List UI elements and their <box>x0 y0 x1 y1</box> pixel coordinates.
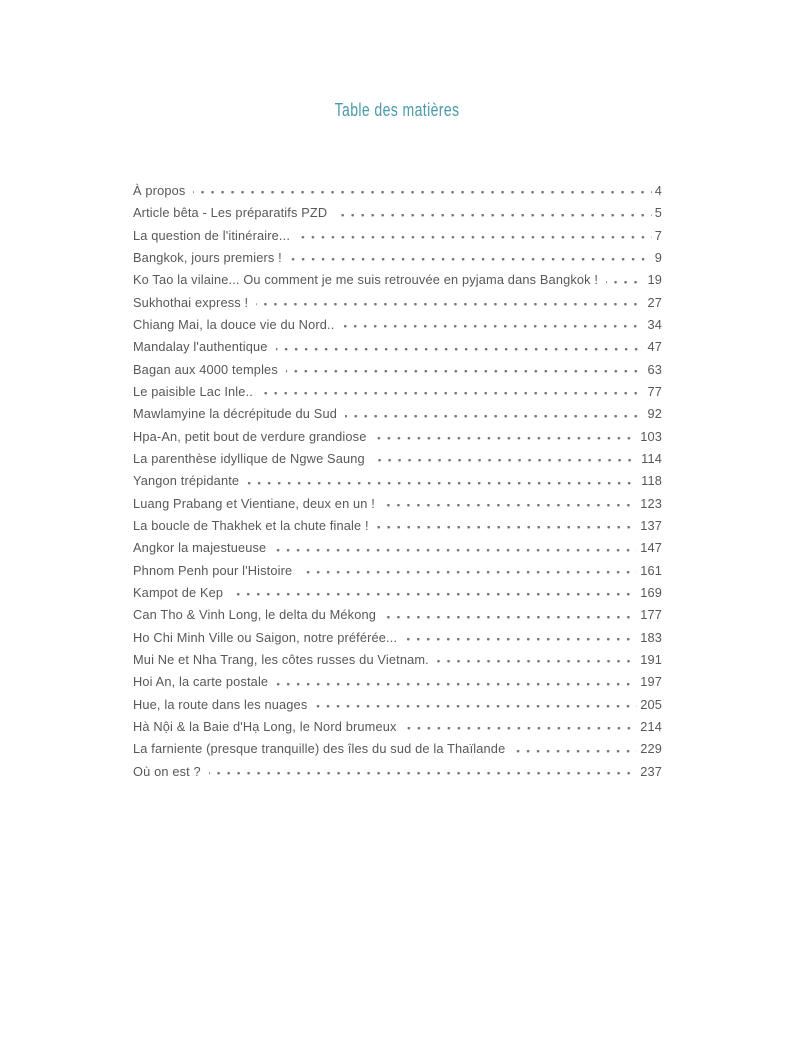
dot-leader <box>274 549 637 552</box>
toc-entry[interactable] <box>133 336 662 358</box>
toc-entry[interactable] <box>133 426 662 448</box>
toc-entry-page: 214 <box>640 718 662 734</box>
dot-leader <box>342 325 644 328</box>
toc-entry[interactable] <box>133 515 662 537</box>
toc-entry-page: 137 <box>640 517 662 533</box>
toc-entry[interactable] <box>133 448 662 470</box>
toc-entry-label: Luang Prabang et Vientiane, deux en un ! <box>133 495 375 511</box>
dot-leader <box>513 750 637 753</box>
toc-entry-label: Sukhothai express ! <box>133 294 249 310</box>
toc-entry-page: 47 <box>647 339 662 355</box>
toc-entry[interactable] <box>133 716 662 738</box>
dot-leader <box>405 638 637 641</box>
toc-entry-label: Yangon trépidante <box>133 473 240 489</box>
dot-leader <box>345 415 644 418</box>
toc-entry-page: 4 <box>654 183 662 198</box>
toc-entry-label: Hà Nội & la Baie d'Hạ Long, le Nord brumeux <box>133 718 397 734</box>
dot-leader <box>300 571 637 574</box>
dot-leader <box>373 459 638 462</box>
toc-list <box>133 180 662 783</box>
dot-leader <box>335 214 651 217</box>
toc-entry-label: Kampot de Kep <box>133 584 224 600</box>
toc-entry-label: La boucle de Thakhek et la chute finale ! <box>133 517 369 533</box>
toc-entry-page: 197 <box>640 674 662 690</box>
toc-entry-label: Phnom Penh pour l'Histoire <box>133 562 293 578</box>
toc-entry[interactable] <box>133 694 662 716</box>
toc-entry-page: 183 <box>640 629 662 645</box>
dot-leader <box>256 303 644 306</box>
toc-entry[interactable] <box>133 202 662 224</box>
toc-entry[interactable] <box>133 604 662 626</box>
dot-leader <box>261 392 644 395</box>
toc-entry-label: Can Tho & Vinh Long, le delta du Mékong <box>133 607 376 623</box>
toc-entry-page: 103 <box>640 428 662 444</box>
toc-entry[interactable] <box>133 359 662 381</box>
toc-entry-label: La question de l'itinéraire... <box>133 227 291 243</box>
toc-entry-page: 34 <box>647 316 662 332</box>
toc-entry-label: Mawlamyine la décrépitude du Sud <box>133 406 337 422</box>
toc-entry-label: La parenthèse idyllique de Ngwe Saung <box>133 450 365 466</box>
toc-entry-label: Hue, la route dans les nuages <box>133 696 308 712</box>
toc-entry-page: 237 <box>640 763 662 779</box>
toc-entry-page: 118 <box>641 473 662 489</box>
toc-entry-page: 63 <box>647 361 662 377</box>
toc-entry-page: 205 <box>640 696 662 712</box>
toc-entry[interactable] <box>133 761 662 783</box>
toc-entry-label: Hpa-An, petit bout de verdure grandiose <box>133 428 367 444</box>
toc-entry[interactable] <box>133 314 662 336</box>
toc-entry-label: Bagan aux 4000 temples <box>133 361 278 377</box>
dot-leader <box>375 437 638 440</box>
dot-leader <box>290 258 652 261</box>
toc-entry-label: Mui Ne et Nha Trang, les côtes russes du Vietnam. <box>133 651 429 667</box>
toc-entry-label: Hoi An, la carte postale <box>133 674 269 690</box>
dot-leader <box>377 526 637 529</box>
dot-leader <box>247 482 638 485</box>
toc-entry-label: Où on est ? <box>133 763 201 779</box>
toc-entry-page: 5 <box>654 205 662 221</box>
toc-entry-page: 169 <box>640 584 662 600</box>
dot-leader <box>405 727 638 730</box>
toc-entry-label: Mandalay l'authentique <box>133 339 268 355</box>
dot-leader <box>286 370 645 373</box>
toc-entry-page: 7 <box>654 227 662 243</box>
toc-entry[interactable] <box>133 470 662 492</box>
dot-leader <box>209 772 637 775</box>
toc-entry-page: 114 <box>641 450 662 466</box>
toc-entry-page: 229 <box>640 741 662 757</box>
toc-entry-page: 191 <box>640 651 662 667</box>
title-wrap <box>0 100 795 120</box>
toc-entry[interactable] <box>133 247 662 269</box>
toc-entry-page: 147 <box>640 540 662 556</box>
dot-leader <box>437 660 637 663</box>
toc-entry-label: La farniente (presque tranquille) des îles du sud de la Thaïlande <box>133 741 506 757</box>
dot-leader <box>384 616 637 619</box>
toc-entry-label: Bangkok, jours premiers ! <box>133 249 282 265</box>
toc-entry[interactable] <box>133 738 662 760</box>
toc-entry-label: Ko Tao la vilaine... Ou comment je me suis retrouvée en pyjama dans Bangkok ! <box>133 272 599 288</box>
dot-leader <box>276 683 637 686</box>
toc-entry-page: 161 <box>640 562 662 578</box>
toc-entry-page: 19 <box>647 272 662 288</box>
page-title: Table des matières <box>335 100 460 120</box>
toc-entry[interactable] <box>133 292 662 314</box>
toc-entry[interactable] <box>133 493 662 515</box>
toc-entry-label: Le paisible Lac Inle.. <box>133 383 253 399</box>
toc-entry[interactable] <box>133 225 662 247</box>
dot-leader <box>298 236 652 239</box>
toc-entry-label: Chiang Mai, la douce vie du Nord.. <box>133 316 335 332</box>
toc-entry[interactable] <box>133 560 662 582</box>
toc-entry-label: Ho Chi Minh Ville ou Saigon, notre préférée... <box>133 629 398 645</box>
dot-leader <box>276 348 645 351</box>
dot-leader <box>383 504 637 507</box>
toc-entry-page: 27 <box>647 294 662 310</box>
toc-entry[interactable] <box>133 403 662 425</box>
toc-entry[interactable] <box>133 649 662 671</box>
toc-entry[interactable] <box>133 381 662 403</box>
toc-entry-label: À propos <box>133 183 186 198</box>
toc-entry-label: Article bêta - Les préparatifs PZD <box>133 205 328 221</box>
toc-entry-page: 77 <box>647 383 662 399</box>
toc-entry-page: 123 <box>640 495 662 511</box>
dot-leader <box>231 593 637 596</box>
dot-leader <box>193 191 651 194</box>
toc-entry-label: Angkor la majestueuse <box>133 540 267 556</box>
toc-entry[interactable] <box>133 582 662 604</box>
toc-entry[interactable] <box>133 537 662 559</box>
dot-leader <box>606 281 644 284</box>
toc-entry[interactable] <box>133 671 662 693</box>
toc-entry[interactable] <box>133 180 662 202</box>
toc-entry[interactable] <box>133 269 662 291</box>
toc-entry[interactable] <box>133 627 662 649</box>
toc-entry-page: 177 <box>640 607 662 623</box>
toc-entry-page: 9 <box>654 249 662 265</box>
toc-entry-page: 92 <box>647 406 662 422</box>
dot-leader <box>315 705 637 708</box>
